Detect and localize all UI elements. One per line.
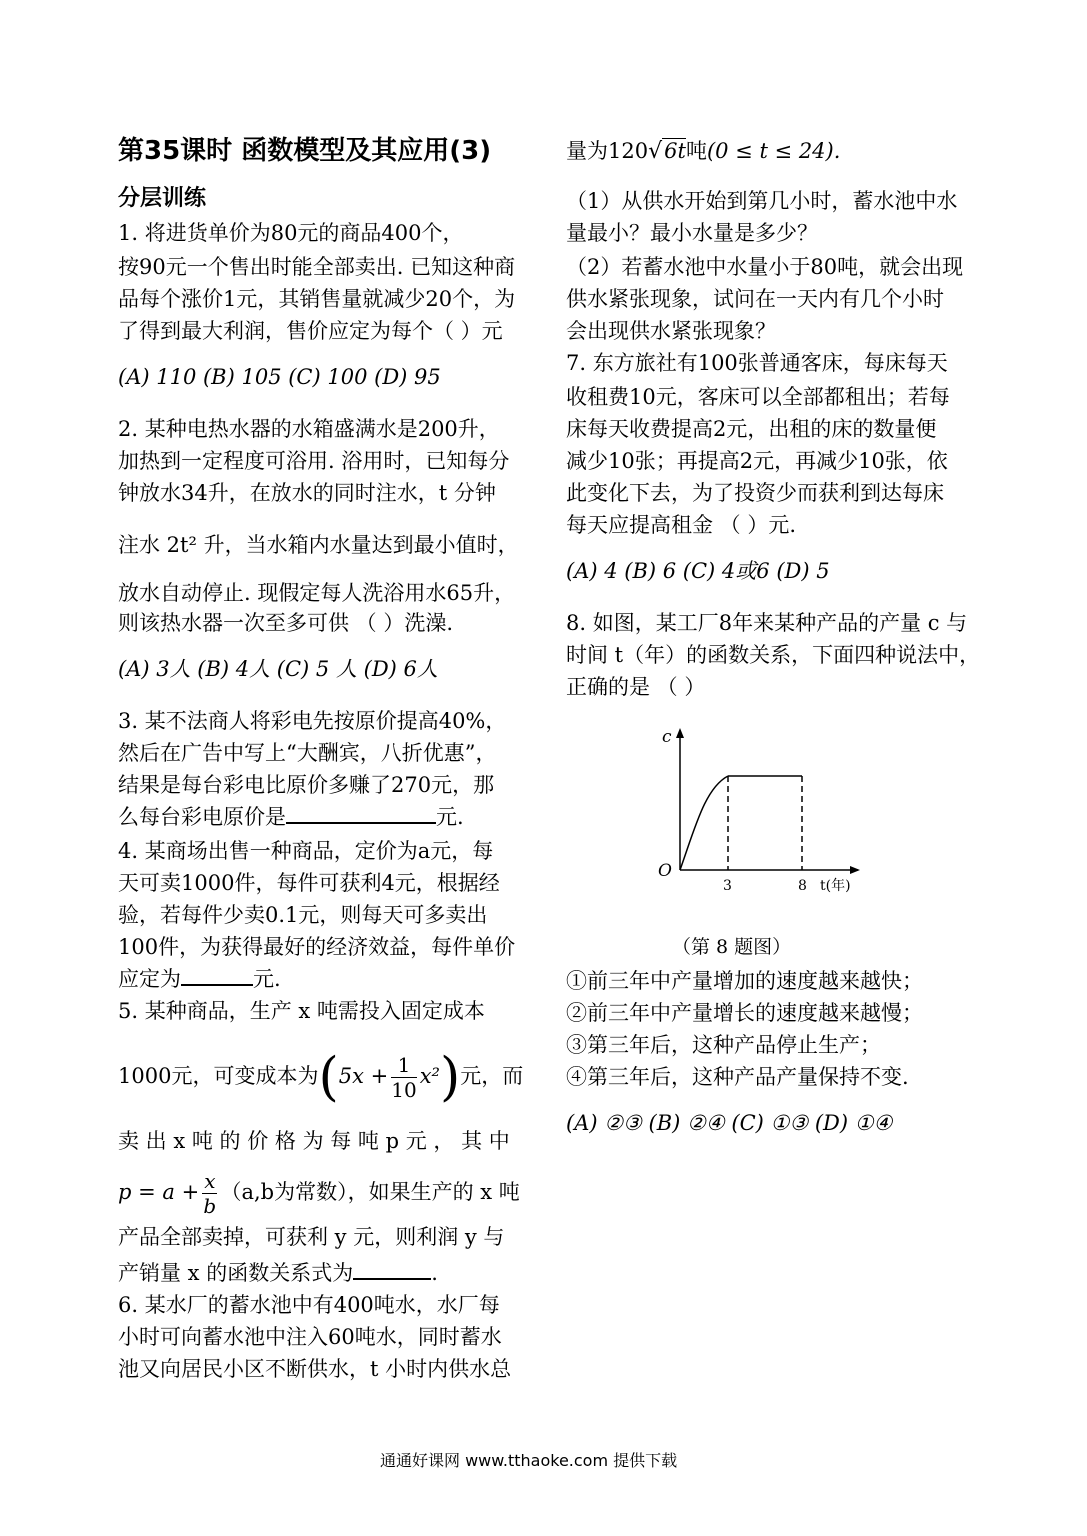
q5-price-line xyxy=(118,1164,520,1220)
q5-text: 产销量 x 的函数关系式为 xyxy=(118,1261,354,1285)
q2-line: 钟放水34升，在放水的同时注水，t 分钟 xyxy=(118,481,496,505)
q8-line: 8. 如图，某工厂8年来某种产品的产量 c 与 xyxy=(566,611,968,635)
q6-sub-1: （1）从供水开始到第几小时，蓄水池中水 xyxy=(566,189,958,213)
q2-line: 2. 某种电热水器的水箱盛满水是200升， xyxy=(118,417,500,441)
q6-text: 吨 xyxy=(685,139,707,163)
q5-expr: 5x + xyxy=(338,1064,389,1088)
q8-choice: ④第三年后，这种产品产量保持不变. xyxy=(566,1065,909,1089)
q7-line: 7. 东方旅社有100张普通客床，每床每天 xyxy=(566,351,948,375)
q1-line: 按90元一个售出时能全部卖出. 已知这种商 xyxy=(118,255,516,279)
q4-line xyxy=(118,964,281,994)
q6-text: 量为120 xyxy=(566,139,649,163)
production-graph xyxy=(650,718,870,898)
q4-text: 应定为 xyxy=(118,967,181,991)
sqrt-radicand: 6t xyxy=(664,139,686,163)
q7-line: 床每天收费提高2元，出租的床的数量便 xyxy=(566,417,937,441)
q7-line: 此变化下去，为了投资少而获利到达每床 xyxy=(566,481,944,505)
figure-caption: （第 8 题图） xyxy=(672,936,792,958)
q5-line: 5. 某种商品，生产 x 吨需投入固定成本 xyxy=(118,999,485,1023)
q6-range: (0 ≤ t ≤ 24). xyxy=(706,139,841,163)
fraction-denominator: b xyxy=(203,1194,217,1218)
q6-sub-2: 会出现供水紧张现象？ xyxy=(566,319,776,343)
answer-blank[interactable] xyxy=(353,1258,431,1280)
page-title: 第35课时 函数模型及其应用(3) xyxy=(118,136,492,166)
tick-label: 8 xyxy=(798,878,807,894)
x-axis-label: t(年) xyxy=(820,878,851,894)
q5-expr: p = a + xyxy=(118,1180,200,1204)
growth-curve xyxy=(680,776,728,870)
q7-line: 每天应提高租金 （ ）元. xyxy=(566,513,797,537)
q4-text: 元. xyxy=(253,967,281,991)
q2-line: 放水自动停止. 现假定每人洗浴用水65升， xyxy=(118,581,516,605)
q1-line: 品每个涨价1元，其销售量就减少20个，为 xyxy=(118,287,516,311)
q4-line: 4. 某商场出售一种商品，定价为a元，每 xyxy=(118,839,494,863)
sqrt-symbol: √ xyxy=(648,139,663,164)
origin-label: O xyxy=(658,861,672,881)
q1-line: 了得到最大利润，售价应定为每个（ ）元 xyxy=(118,319,503,343)
q2-options: (A) 3人 (B) 4人 (C) 5 人 (D) 6人 xyxy=(118,657,438,681)
q3-line: 然后在广告中写上“大酬宾，八折优惠”， xyxy=(118,741,497,765)
y-axis-label: c xyxy=(662,727,672,747)
q6-sub-2: （2）若蓄水池中水量小于80吨，就会出现 xyxy=(566,255,964,279)
q4-line: 100件，为获得最好的经济效益，每件单价 xyxy=(118,935,516,959)
q3-text: 元. xyxy=(436,805,464,829)
q5-cost-line xyxy=(118,1046,523,1106)
q6-supply-line xyxy=(566,136,840,167)
q5-line: 产品全部卖掉，可获利 y 元，则利润 y 与 xyxy=(118,1225,505,1249)
answer-blank[interactable] xyxy=(181,964,253,986)
q4-line: 验，若每件少卖0.1元，则每天可多卖出 xyxy=(118,903,488,927)
q3-text: 么每台彩电原价是 xyxy=(118,805,286,829)
q5-text: 元，而 xyxy=(460,1064,524,1088)
q7-line: 减少10张；再提高2元，再减少10张，依 xyxy=(566,449,948,473)
q3-line: 结果是每台彩电比原价多赚了270元，那 xyxy=(118,773,495,797)
q5-line xyxy=(118,1258,438,1288)
q7-line: 收租费10元，客床可以全部都租出；若每 xyxy=(566,385,950,409)
section-heading: 分层训练 xyxy=(118,186,207,211)
paren-left: ( xyxy=(318,1047,339,1108)
q2-line: 则该热水器一次至多可供 （ ）洗澡. xyxy=(118,611,454,635)
q8-choice: ①前三年中产量增加的速度越来越快； xyxy=(566,969,923,993)
q5-expr: x² xyxy=(419,1064,440,1088)
q5-line: 卖 出 x 吨 的 价 格 为 每 吨 p 元 ， 其 中 xyxy=(118,1129,510,1153)
q6-sub-1: 量最小？最小水量是多少？ xyxy=(566,221,818,245)
q1-options: (A) 110 (B) 105 (C) 100 (D) 95 xyxy=(118,365,441,389)
q7-options: (A) 4 (B) 6 (C) 4或6 (D) 5 xyxy=(566,559,830,583)
paren-right: ) xyxy=(439,1047,461,1108)
answer-blank[interactable] xyxy=(286,802,436,824)
fraction-numerator: 1 xyxy=(391,1055,416,1078)
q6-sub-2: 供水紧张现象，试问在一天内有几个小时 xyxy=(566,287,944,311)
q2-line: 加热到一定程度可浴用. 浴用时，已知每分 xyxy=(118,449,510,473)
q1-line: 1. 将进货单价为80元的商品400个， xyxy=(118,221,464,245)
tick-label: 3 xyxy=(723,878,732,894)
q8-choice: ②前三年中产量增长的速度越来越慢； xyxy=(566,1001,923,1025)
fraction-numerator: x xyxy=(204,1169,216,1193)
q8-line: 时间 t（年）的函数关系，下面四种说法中， xyxy=(566,643,981,667)
fraction-denominator: 10 xyxy=(391,1078,417,1102)
q5-text: （a,b为常数），如果生产的 x 吨 xyxy=(220,1180,520,1204)
q6-line: 小时可向蓄水池中注入60吨水，同时蓄水 xyxy=(118,1325,502,1349)
q8-line: 正确的是 （ ） xyxy=(566,675,706,699)
q3-line: 3. 某不法商人将彩电先按原价提高40%， xyxy=(118,709,507,733)
q6-line: 6. 某水厂的蓄水池中有400吨水，水厂每 xyxy=(118,1293,500,1317)
fraction xyxy=(391,1055,416,1100)
x-axis-arrow xyxy=(850,866,860,874)
q8-options: (A) ②③ (B) ②④ (C) ①③ (D) ①④ xyxy=(566,1111,893,1135)
q4-line: 天可卖1000件，每件可获利4元，根据经 xyxy=(118,871,500,895)
q5-text: 1000元，可变成本为 xyxy=(118,1064,319,1088)
footer-text: 通通好课网 www.tthaoke.com 提供下载 xyxy=(380,1451,678,1470)
q2-line: 注水 2t² 升，当水箱内水量达到最小值时， xyxy=(118,533,519,557)
q6-line: 池又向居民小区不断供水，t 小时内供水总 xyxy=(118,1357,512,1381)
q8-choice: ③第三年后，这种产品停止生产； xyxy=(566,1033,881,1057)
q5-text: . xyxy=(431,1261,438,1285)
y-axis-arrow xyxy=(676,728,684,738)
fraction xyxy=(202,1171,217,1216)
q3-line xyxy=(118,802,464,832)
